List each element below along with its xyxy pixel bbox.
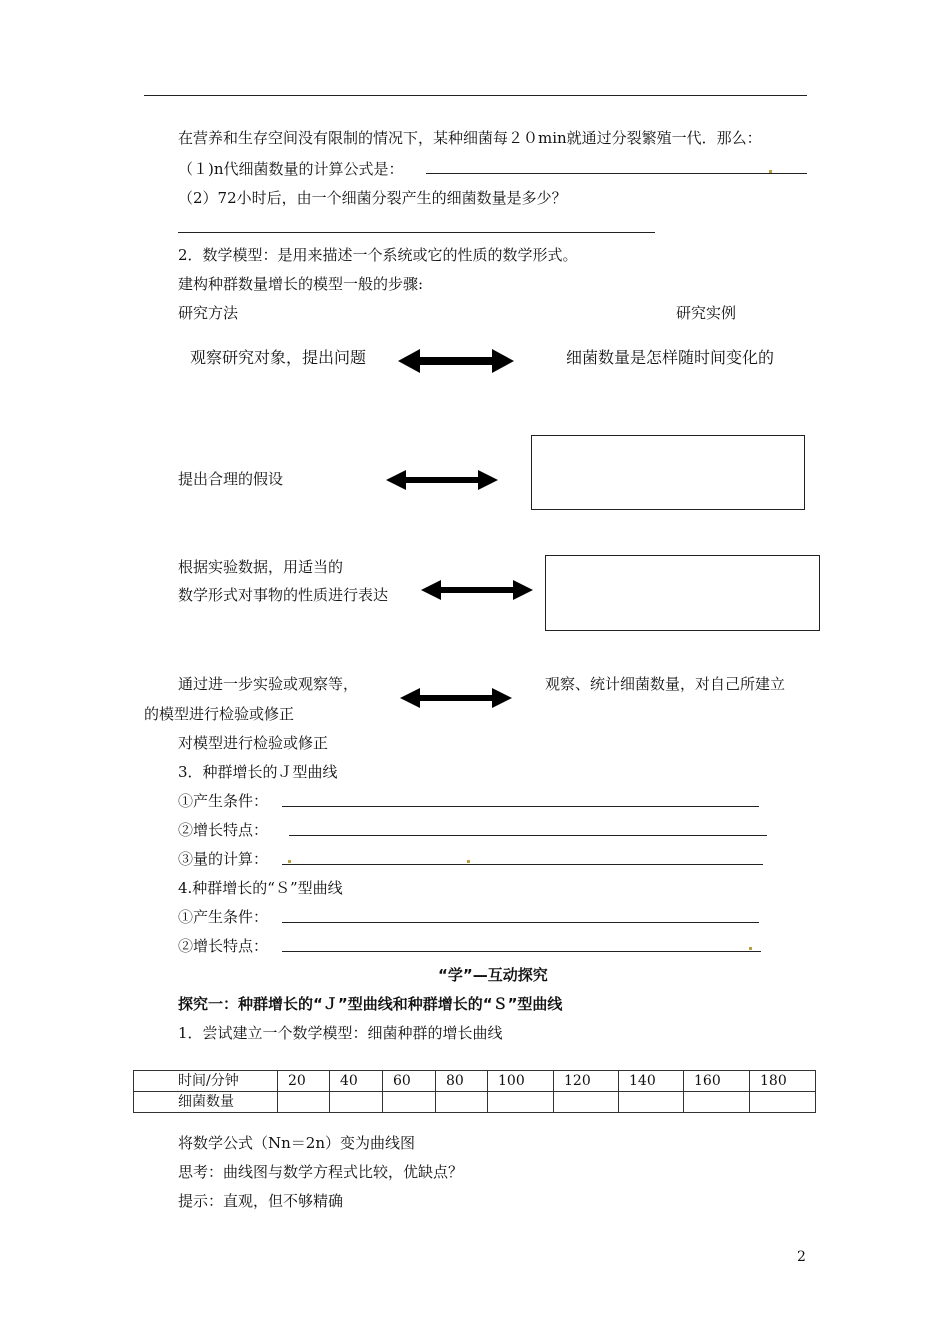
think-text: 思考：曲线图与数学方程式比较，优缺点？ [178,1163,464,1181]
answer-line-q1 [426,173,807,174]
count-cell[interactable] [554,1092,619,1113]
step4-example: 观察、统计细菌数量，对自己所建立 [545,675,786,693]
time-cell: 140 [619,1071,684,1092]
step2-method: 提出合理的假设 [178,470,284,488]
question-1: （１)n代细菌数量的计算公式是： [178,160,404,178]
j-condition-line [282,806,759,807]
count-cell[interactable] [330,1092,383,1113]
page-number: 2 [797,1249,806,1265]
s-condition-line [282,922,759,923]
table-row [134,1092,816,1113]
count-cell[interactable] [436,1092,488,1113]
time-cell: 40 [330,1071,383,1092]
speck [749,947,752,950]
intro-line: 在营养和生存空间没有限制的情况下，某种细菌每２０min就通过分裂繁殖一代．那么： [178,129,762,147]
step1-method: 观察研究对象，提出问题 [190,348,367,367]
section-4-title: 4.种群增长的“Ｓ”型曲线 [178,879,343,897]
hint-text: 提示：直观，但不够精确 [178,1192,344,1210]
step4-method: 通过进一步实验或观察等， [178,675,359,693]
row-label-time: 时间/分钟 [134,1071,278,1092]
double-arrow-icon [386,468,498,492]
time-cell: 180 [750,1071,816,1092]
j-feature-line [289,835,767,836]
j-condition-label: ①产生条件： [178,792,269,810]
j-feature-label: ②增长特点： [178,821,269,839]
section-2-title: 2．数学模型：是用来描述一个系统或它的性质的数学形式。 [178,246,578,264]
time-cell: 160 [684,1071,750,1092]
time-cell: 120 [554,1071,619,1092]
speck [467,860,470,863]
count-cell[interactable] [619,1092,684,1113]
j-calc-line [282,864,763,865]
task-1: 1．尝试建立一个数学模型：细菌种群的增长曲线 [178,1024,503,1042]
count-cell[interactable] [278,1092,330,1113]
time-cell: 60 [383,1071,436,1092]
double-arrow-icon [398,347,514,375]
speck [288,860,291,863]
column-example: 研究实例 [676,304,737,322]
answer-box-expression[interactable] [545,555,820,631]
column-method: 研究方法 [178,304,239,322]
j-calc-label: ③量的计算： [178,850,269,868]
bacteria-table [133,1070,816,1113]
double-arrow-icon [400,686,512,710]
step3-method-line1: 根据实验数据，用适当的 [178,558,344,576]
row-label-count: 细菌数量 [134,1092,278,1113]
header-rule [144,95,807,96]
double-arrow-icon [421,578,533,602]
time-cell: 80 [436,1071,488,1092]
time-cell: 20 [278,1071,330,1092]
count-cell[interactable] [684,1092,750,1113]
step3-method-line2: 数学形式对事物的性质进行表达 [178,586,389,604]
step4-method-extra: 对模型进行检验或修正 [178,734,329,752]
count-cell[interactable] [488,1092,554,1113]
steps-intro: 建构种群数量增长的模型一般的步骤: [178,275,424,293]
table-row [134,1071,816,1092]
learn-heading: “学”—互动探究 [438,966,548,984]
section-3-title: 3．种群增长的Ｊ型曲线 [178,763,338,781]
step1-example: 细菌数量是怎样随时间变化的 [566,348,775,367]
s-condition-label: ①产生条件： [178,908,269,926]
explore-1-title: 探究一：种群增长的“Ｊ”型曲线和种群增长的“Ｓ”型曲线 [178,995,563,1013]
time-cell: 100 [488,1071,554,1092]
s-feature-label: ②增长特点： [178,937,269,955]
answer-line-q2 [178,232,655,233]
s-feature-line [282,951,761,952]
count-cell[interactable] [750,1092,816,1113]
count-cell[interactable] [383,1092,436,1113]
formula-text: 将数学公式（Nn＝2n）变为曲线图 [178,1134,415,1152]
speck [769,170,772,173]
question-2: （2）72小时后，由一个细菌分裂产生的细菌数量是多少？ [178,189,567,207]
answer-box-hypothesis[interactable] [531,435,805,510]
step4-example-cont: 的模型进行检验或修正 [144,705,295,723]
